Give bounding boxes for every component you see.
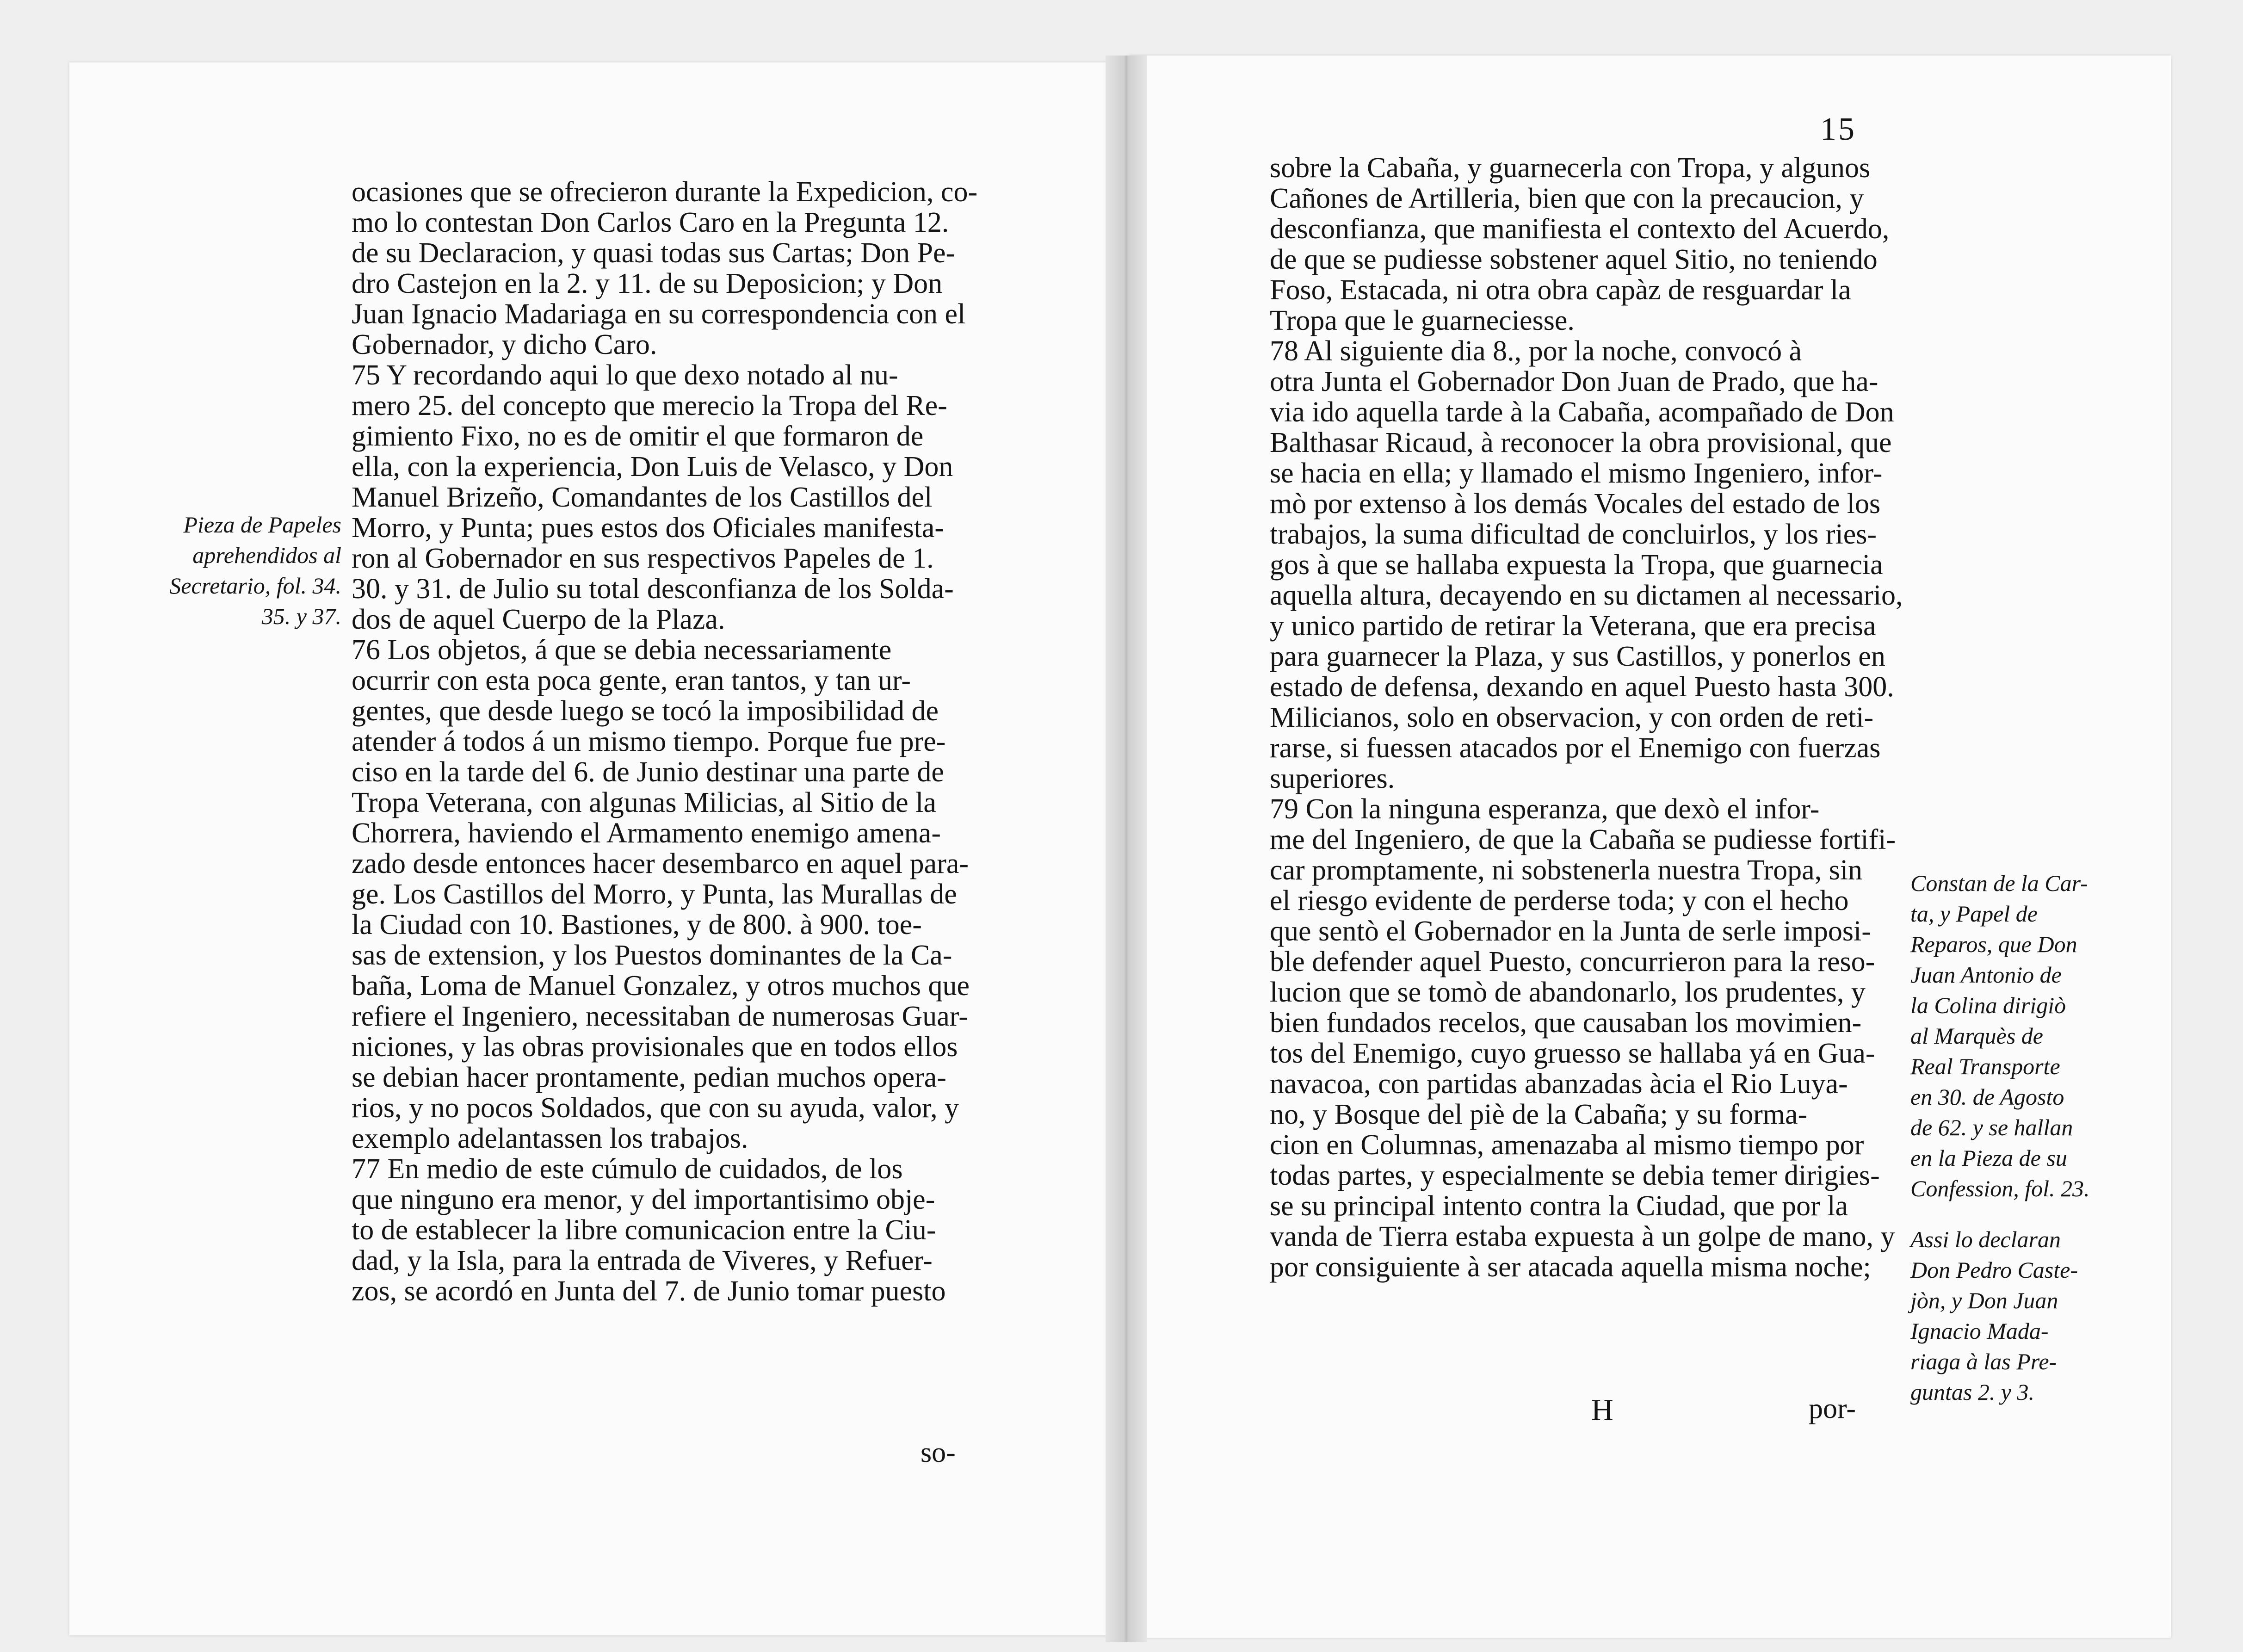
text-line: 30. y 31. de Julio su total desconfianza de los Solda- [352, 573, 954, 605]
text-line: dos de aquel Cuerpo de la Plaza. [352, 604, 725, 635]
text-line: ella, con la experiencia, Don Luis de Velasco, y Don [352, 451, 953, 483]
text-line: estado de defensa, dexando en aquel Puesto hasta 300. [1270, 671, 1894, 703]
text-line: Juan Ignacio Madariaga en su correspondencia con el [352, 298, 966, 330]
margin-note-line: Real Transporte [1910, 1053, 2060, 1079]
right-margin-note-1 [1910, 870, 2105, 1206]
text-line: vanda de Tierra estaba expuesta à un golpe de mano, y [1270, 1221, 1895, 1252]
margin-note-line: Pieza de Papeles [183, 512, 341, 538]
text-line: de su Declaracion, y quasi todas sus Cartas; Don Pe- [352, 237, 956, 269]
text-line: baña, Loma de Manuel Gonzalez, y otros muchos que [352, 970, 970, 1002]
text-line: tos del Enemigo, cuyo gruesso se hallaba yá en Gua- [1270, 1038, 1875, 1069]
text-line: y unico partido de retirar la Veterana, que era precisa [1270, 610, 1876, 642]
text-line: Cañones de Artilleria, bien que con la precaucion, y [1270, 183, 1864, 214]
margin-note-line: 35. y 37. [261, 603, 341, 629]
text-line: zado desde entonces hacer desembarco en aquel para- [352, 848, 969, 879]
margin-note-line: Constan de la Car- [1910, 870, 2088, 896]
margin-note-line: Reparos, que Don [1910, 931, 2077, 957]
text-line: navacoa, con partidas abanzadas àcia el Rio Luya- [1270, 1068, 1848, 1100]
text-line: que sentò el Gobernador en la Junta de serle imposi- [1270, 916, 1871, 947]
right-body-text [1270, 152, 1903, 1283]
text-line: la Ciudad con 10. Bastiones, y de 800. à 900. toe- [352, 909, 922, 940]
signature-mark: H [1591, 1393, 1613, 1427]
right-margin-note-2 [1910, 1226, 2105, 1409]
text-line: car promptamente, ni sobstenerla nuestra Tropa, sin [1270, 854, 1863, 886]
book-gutter [1106, 56, 1147, 1642]
text-line: trabajos, la suma dificultad de concluirlos, y los ries- [1270, 519, 1877, 550]
text-line: gos à que se hallaba expuesta la Tropa, que guarnecia [1270, 549, 1883, 581]
text-line: to de establecer la libre comunicacion entre la Ciu- [352, 1214, 936, 1246]
text-line: Foso, Estacada, ni otra obra capàz de resguardar la [1270, 274, 1851, 306]
text-line: dro Castejon en la 2. y 11. de su Deposicion; y Don [352, 268, 943, 299]
margin-note-line: en la Pieza de su [1910, 1145, 2067, 1171]
page-number: 15 [1820, 111, 1856, 147]
text-line: cion en Columnas, amenazaba al mismo tiempo por [1270, 1129, 1864, 1161]
text-line: se hacia en ella; y llamado el mismo Ingeniero, infor- [1270, 458, 1883, 489]
margin-note-line: Don Pedro Caste- [1910, 1257, 2078, 1283]
text-line: mero 25. del concepto que merecio la Tropa del Re- [352, 390, 947, 421]
right-catchword: por- [1809, 1393, 1856, 1424]
text-line: se debian hacer prontamente, pedian muchos opera- [352, 1062, 946, 1093]
margin-note-line: de 62. y se hallan [1910, 1114, 2073, 1140]
text-line: superiores. [1270, 763, 1395, 794]
text-line: refiere el Ingeniero, necessitaban de numerosas Guar- [352, 1001, 968, 1032]
text-line: sobre la Cabaña, y guarnecerla con Tropa, y algunos [1270, 152, 1871, 184]
text-line: 76 Los objetos, á que se debia necessariamente [352, 634, 892, 666]
text-line: rios, y no pocos Soldados, que con su ayuda, valor, y [352, 1092, 959, 1124]
margin-note-line: guntas 2. y 3. [1910, 1379, 2035, 1405]
text-line: me del Ingeniero, de que la Cabaña se pudiesse fortifi- [1270, 824, 1896, 855]
left-body-text [352, 176, 978, 1307]
text-line: Balthasar Ricaud, à reconocer la obra provisional, que [1270, 427, 1892, 458]
text-line: bien fundados recelos, que causaban los movimien- [1270, 1007, 1862, 1039]
text-line: gentes, que desde luego se tocó la imposibilidad de [352, 695, 939, 727]
text-line: rarse, si fuessen atacados por el Enemigo con fuerzas [1270, 732, 1881, 764]
text-line: no, y Bosque del piè de la Cabaña; y su forma- [1270, 1099, 1808, 1130]
text-line: zos, se acordó en Junta del 7. de Junio tomar puesto [352, 1275, 946, 1307]
text-line: 77 En medio de este cúmulo de cuidados, de los [352, 1153, 903, 1185]
text-line: sas de extension, y los Puestos dominantes de la Ca- [352, 940, 952, 971]
text-line: por consiguiente à ser atacada aquella misma noche; [1270, 1251, 1871, 1283]
text-line: 75 Y recordando aqui lo que dexo notado al nu- [352, 359, 898, 391]
text-line: de que se pudiesse sobstener aquel Sitio, no teniendo [1270, 244, 1878, 275]
margin-note-line: Assi lo declaran [1910, 1226, 2061, 1252]
text-line: Milicianos, solo en observacion, y con orden de reti- [1270, 702, 1874, 733]
left-margin-note [166, 511, 341, 633]
margin-note-line: Juan Antonio de [1910, 962, 2062, 988]
text-line: lucion que se tomò de abandonarlo, los prudentes, y [1270, 977, 1866, 1008]
margin-note-line: Secretario, fol. 34. [169, 573, 341, 599]
text-line: Morro, y Punta; pues estos dos Oficiales manifesta- [352, 512, 945, 544]
text-line: Tropa Veterana, con algunas Milicias, al Sitio de la [352, 787, 936, 818]
text-line: exemplo adelantassen los trabajos. [352, 1123, 748, 1154]
text-line: atender á todos á un mismo tiempo. Porque fue pre- [352, 726, 946, 757]
text-line: ocasiones que se ofrecieron durante la Expedicion, co- [352, 176, 978, 208]
text-line: 79 Con la ninguna esperanza, que dexò el infor- [1270, 793, 1820, 825]
text-line: ge. Los Castillos del Morro, y Punta, las Murallas de [352, 879, 957, 910]
text-line: todas partes, y especialmente se debia temer dirigies- [1270, 1160, 1880, 1191]
text-line: Gobernador, y dicho Caro. [352, 329, 657, 360]
text-line: mò por extenso à los demás Vocales del estado de los [1270, 488, 1881, 520]
text-line: Manuel Brizeño, Comandantes de los Castillos del [352, 482, 933, 513]
text-line: niciones, y las obras provisionales que en todos ellos [352, 1031, 958, 1063]
margin-note-line: al Marquès de [1910, 1023, 2043, 1049]
text-line: ble defender aquel Puesto, concurrieron para la reso- [1270, 946, 1875, 978]
margin-note-line: aprehendidos al [192, 542, 341, 568]
text-line: 78 Al siguiente dia 8., por la noche, convocó à [1270, 335, 1802, 367]
text-line: el riesgo evidente de perderse toda; y con el hecho [1270, 885, 1849, 916]
text-line: se su principal intento contra la Ciudad, que por la [1270, 1190, 1848, 1222]
text-line: otra Junta el Gobernador Don Juan de Prado, que ha- [1270, 366, 1878, 397]
margin-note-line: riaga à las Pre- [1910, 1349, 2057, 1374]
text-line: via ido aquella tarde à la Cabaña, acompañado de Don [1270, 396, 1894, 428]
text-line: dad, y la Isla, para la entrada de Viveres, y Refuer- [352, 1245, 933, 1276]
text-line: que ninguno era menor, y del importantisimo obje- [352, 1184, 935, 1215]
text-line: mo lo contestan Don Carlos Caro en la Pregunta 12. [352, 207, 949, 238]
text-line: Tropa que le guarneciesse. [1270, 305, 1575, 336]
margin-note-line: ta, y Papel de [1910, 901, 2038, 927]
text-line: Chorrera, haviendo el Armamento enemigo amena- [352, 817, 941, 849]
margin-note-line: la Colina dirigiò [1910, 992, 2066, 1018]
margin-note-line: jòn, y Don Juan [1910, 1287, 2058, 1313]
text-line: desconfianza, que manifiesta el contexto del Acuerdo, [1270, 213, 1890, 245]
margin-note-line: Confession, fol. 23. [1910, 1176, 2090, 1201]
text-line: para guarnecer la Plaza, y sus Castillos, y ponerlos en [1270, 641, 1885, 672]
text-line: ocurrir con esta poca gente, eran tantos, y tan ur- [352, 665, 911, 696]
text-line: aquella altura, decayendo en su dictamen al necessario, [1270, 580, 1903, 611]
margin-note-line: Ignacio Mada- [1910, 1318, 2049, 1344]
left-catchword: so- [921, 1437, 956, 1468]
text-line: gimiento Fixo, no es de omitir el que formaron de [352, 421, 924, 452]
text-line: ron al Gobernador en sus respectivos Papeles de 1. [352, 543, 934, 574]
text-line: ciso en la tarde del 6. de Junio destinar una parte de [352, 756, 944, 788]
margin-note-line: en 30. de Agosto [1910, 1084, 2064, 1110]
